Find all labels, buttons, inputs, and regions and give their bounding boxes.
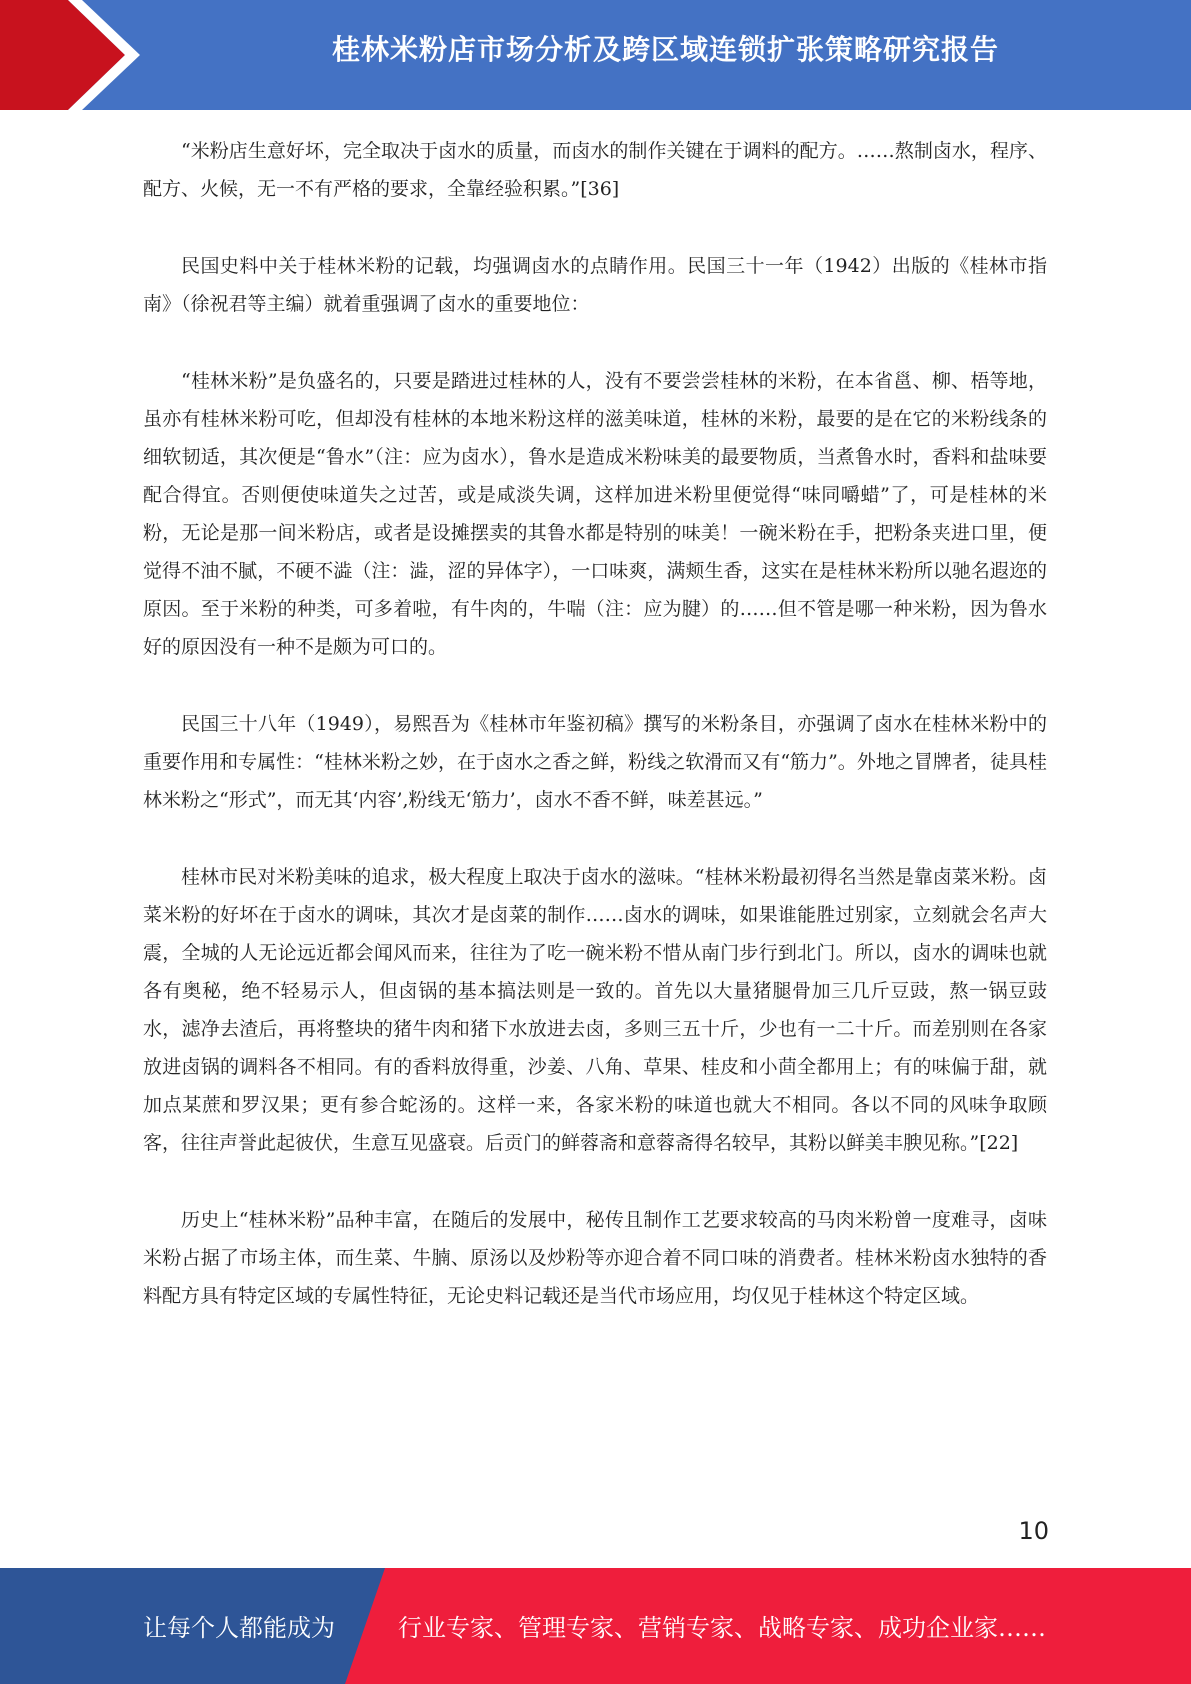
paragraph-varieties: 历史上“桂林米粉”品种丰富，在随后的发展中，秘传且制作工艺要求较高的马肉米粉曾一度难寻，卤味米粉占据了市场主体，而生菜、牛腩、原汤以及炒粉等亦迎合着不同口味的消费者。桂林米粉卤水独特的香料配方具有特定区域的专属性特征，无论史料记载还是当代市场应用，均仅见于桂林这个特定区域。: [143, 1209, 1047, 1307]
page-footer: [0, 1568, 1191, 1684]
footer-slogan-right: 行业专家、管理专家、营销专家、战略专家、成功企业家……: [398, 1614, 1046, 1642]
paragraph-historical-records: 民国史料中关于桂林米粉的记载，均强调卤水的点睛作用。民国三十一年（1942）出版的《桂林市指南》（徐祝君等主编）就着重强调了卤水的重要地位：: [143, 255, 1047, 315]
header-arrow-decoration: [0, 0, 150, 110]
paragraph-yearbook-1949: 民国三十八年（1949），易熙吾为《桂林市年鉴初稿》撰写的米粉条目，亦强调了卤水在桂林米粉中的重要作用和专属性：“桂林米粉之妙，在于卤水之香之鲜，粉线之软滑而又有“筋力”。外地之冒牌者，徒具桂林米粉之“形式”，而无其‘内容’,粉线无‘筋力’，卤水不香不鲜，味差甚远。”: [143, 713, 1047, 811]
document-body: [143, 132, 1047, 1354]
paragraph-quote-brine: “米粉店生意好坏，完全取决于卤水的质量，而卤水的制作关键在于调料的配方。……熬制卤水，程序、配方、火候，无一不有严格的要求，全靠经验积累。”[36]: [143, 140, 1047, 200]
footer-slogan-left: 让每个人都能成为: [143, 1614, 335, 1642]
paragraph-guide-quote: “桂林米粉”是负盛名的，只要是踏进过桂林的人，没有不要尝尝桂林的米粉，在本省邕、柳、梧等地，虽亦有桂林米粉可吃，但却没有桂林的本地米粉这样的滋美味道，桂林的米粉，最要的是在它的米粉线条的细软韧适，其次便是“鲁水”（注：应为卤水），鲁水是造成米粉味美的最要物质，当煮鲁水时，香料和盐味要配合得宜。否则便使味道失之过苦，或是咸淡失调，这样加进米粉里便觉得“味同嚼蜡”了，可是桂林的米粉，无论是那一间米粉店，或者是设摊摆卖的其鲁水都是特别的味美！一碗米粉在手，把粉条夹进口里，便觉得不油不腻，不硬不澁（注：澁，涩的异体字），一口味爽，满颊生香，这实在是桂林米粉所以驰名遐迩的原因。至于米粉的种类，可多着啦，有牛肉的，牛喘（注：应为腱）的……但不管是哪一种米粉，因为鲁水好的原因没有一种不是颇为可口的。: [143, 370, 1047, 658]
paragraph-citizens-taste: 桂林市民对米粉美味的追求，极大程度上取决于卤水的滋味。“桂林米粉最初得名当然是靠卤菜米粉。卤菜米粉的好坏在于卤水的调味，其次才是卤菜的制作……卤水的调味，如果谁能胜过别家，立刻就会名声大震，全城的人无论远近都会闻风而来，往往为了吃一碗米粉不惜从南门步行到北门。所以，卤水的调味也就各有奥秘，绝不轻易示人，但卤锅的基本搞法则是一致的。首先以大量猪腿骨加三几斤豆豉，熬一锅豆豉水，滤净去渣后，再将整块的猪牛肉和猪下水放进去卤，多则三五十斤，少也有一二十斤。而差别则在各家放进卤锅的调料各不相同。有的香料放得重，沙姜、八角、草果、桂皮和小茴全都用上；有的味偏于甜，就加点某蔗和罗汉果；更有参合蛇汤的。这样一来，各家米粉的味道也就大不相同。各以不同的风味争取顾客，往往声誉此起彼伏，生意互见盛衰。后贡门的鲜蓉斋和意蓉斋得名较早，其粉以鲜美丰腴见称。”[22]: [143, 866, 1047, 1154]
report-title: 桂林米粉店市场分析及跨区域连锁扩张策略研究报告: [331, 33, 999, 66]
page-number: 10: [1018, 1517, 1049, 1545]
page-header: [0, 0, 1191, 110]
